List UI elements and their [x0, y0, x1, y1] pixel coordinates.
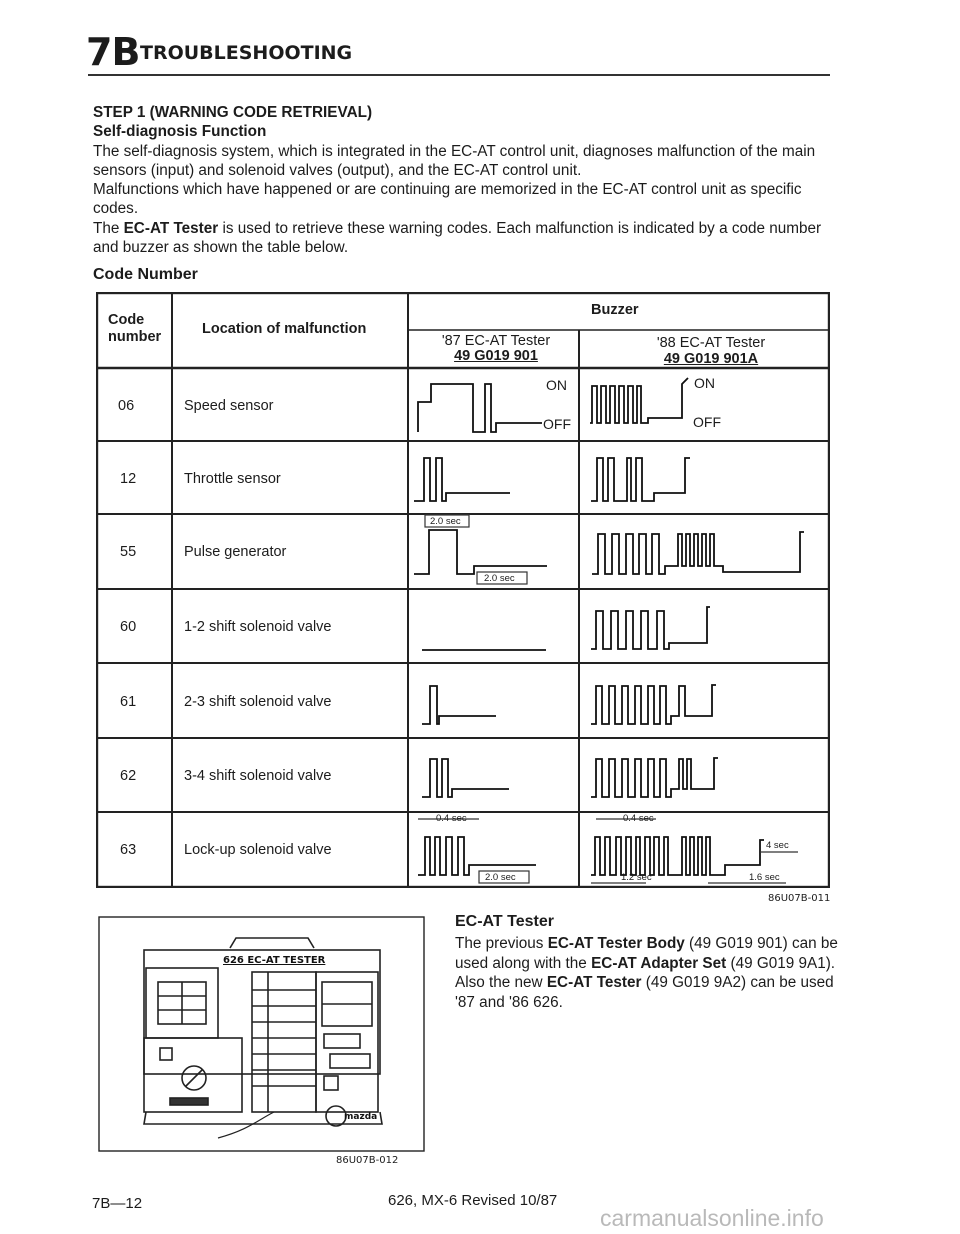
waveform-88-06 [590, 378, 688, 423]
row-location-12: Throttle sensor [184, 471, 281, 487]
tester-figure [98, 916, 425, 1152]
header-rule [88, 74, 830, 76]
label-on-87: ON [546, 377, 567, 393]
tester-button [324, 1034, 360, 1048]
tester-right-panel [316, 972, 378, 1112]
intro-paragraph-3 [93, 219, 838, 258]
label-16-63: 1.6 sec [749, 872, 780, 883]
tester-cable [218, 1112, 274, 1138]
intro-p3-post: is used to retrieve these warning codes. Each malfunction is indicated by a code number and buzzer as shown the table below. [93, 219, 822, 257]
label-12-63: 1.2 sec [621, 872, 652, 883]
page-number: 7B—12 [92, 1195, 143, 1212]
intro-p3-pre: The [93, 219, 124, 237]
tester-brand-label: mazda [344, 1112, 378, 1122]
tester-center-panel [252, 972, 316, 1112]
tester87-name: '87 EC-AT Tester [441, 333, 551, 349]
tester-button [330, 1054, 370, 1068]
row-location-62: 3-4 shift solenoid valve [184, 768, 332, 784]
row-code-55: 55 [120, 544, 137, 560]
row-location-55: Pulse generator [184, 544, 287, 560]
intro-block [93, 103, 838, 257]
side-b3: EC-AT Tester [546, 974, 642, 991]
waveform-87-06 [418, 384, 542, 432]
waveform-88-61 [591, 685, 716, 724]
row-location-61: 2-3 shift solenoid valve [184, 694, 332, 710]
waveform-87-55 [414, 530, 547, 574]
table-figure-ref: 86U07B-011 [768, 893, 831, 904]
tester-panel-label: 626 EC-AT TESTER [223, 955, 326, 966]
col-buzzer-header: Buzzer [591, 302, 639, 318]
label-off-87: OFF [543, 416, 571, 432]
code-table-grid [96, 292, 830, 888]
row-location-60: 1-2 shift solenoid valve [184, 619, 332, 635]
side-note-body [455, 934, 839, 1012]
waveform-88-60 [591, 607, 710, 649]
section-number: 7B [86, 30, 140, 74]
waveform-88-62 [591, 758, 718, 797]
side-t3: (49 G019 9A1). Also the new [455, 954, 836, 991]
tester-button [324, 1076, 338, 1090]
label-20-63: 2.0 sec [485, 872, 516, 883]
tester-port [326, 1106, 346, 1126]
row-code-61: 61 [120, 694, 137, 710]
side-t2: (49 G019 901) can be used along with the [455, 935, 838, 972]
row-code-60: 60 [120, 619, 137, 635]
label-20-55b: 2.0 sec [484, 573, 515, 584]
waveform-87-61 [422, 686, 496, 724]
row-code-12: 12 [120, 471, 137, 487]
waveform-87-12 [414, 458, 510, 501]
row-code-06: 06 [118, 398, 135, 414]
row-location-06: Speed sensor [184, 398, 274, 414]
label-04-87: 0.4 sec [436, 813, 467, 824]
intro-paragraph-2: Malfunctions which have happened or are continuing are memorized in the EC-AT control unit as specific codes. [93, 181, 802, 218]
model-revision: 626, MX-6 Revised 10/87 [388, 1192, 558, 1209]
row-code-63: 63 [120, 842, 137, 858]
intro-paragraph-1: The self-diagnosis system, which is integrated in the EC-AT control unit, diagnoses malfunction of the main sensors (input) and solenoid valves (output), and the EC-AT control unit. [93, 142, 816, 179]
tester-illustration [98, 916, 425, 1152]
dial-pointer [186, 1070, 202, 1086]
tester-figure-ref: 86U07B-012 [336, 1155, 399, 1166]
tester-connector [170, 1098, 208, 1105]
tester88-part: 49 G019 901A [663, 351, 759, 367]
col-code-header: Code number [108, 312, 162, 345]
section-title: TROUBLESHOOTING [140, 42, 353, 64]
label-04-88: 0.4 sec [623, 813, 654, 824]
label-off-88: OFF [693, 414, 721, 430]
side-b2: EC-AT Adapter Set [591, 954, 727, 972]
watermark: carmanualsonline.info [600, 1205, 824, 1231]
tester-handle [230, 938, 314, 948]
row-location-63: Lock-up solenoid valve [184, 842, 332, 858]
step-heading: STEP 1 (WARNING CODE RETRIEVAL) [93, 104, 373, 121]
col-location-header: Location of malfunction [202, 321, 367, 337]
waveform-88-63 [591, 837, 764, 875]
side-b1: EC-AT Tester Body [547, 935, 685, 952]
side-note-title: EC-AT Tester [455, 913, 554, 930]
code-table [96, 292, 830, 888]
side-t1: The previous [455, 935, 548, 952]
intro-p3-bold: EC-AT Tester [123, 219, 219, 237]
waveform-88-55 [592, 532, 804, 574]
waveform-88-12 [591, 458, 690, 501]
tester87-part: 49 G019 901 [454, 348, 538, 364]
subheading: Self-diagnosis Function [93, 123, 267, 141]
label-on-88: ON [694, 375, 715, 391]
row-code-62: 62 [120, 768, 137, 784]
label-20-55a: 2.0 sec [430, 516, 461, 527]
waveform-87-63 [418, 837, 536, 875]
waveform-87-62 [422, 759, 509, 797]
code-number-heading: Code Number [93, 266, 198, 283]
tester88-name: '88 EC-AT Tester [656, 335, 766, 351]
label-4-63: 4 sec [766, 840, 789, 851]
tester-switch [160, 1048, 172, 1060]
side-t4: (49 G019 9A2) can be used '87 and '86 626. [455, 974, 834, 1011]
